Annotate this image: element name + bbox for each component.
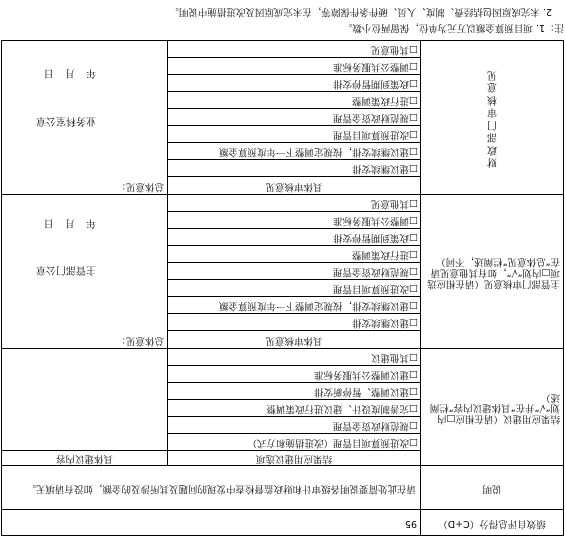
- finance-option[interactable]: □建议继续安排: [168, 160, 421, 177]
- dept-option[interactable]: □建议继续安排: [168, 314, 421, 331]
- finance-option[interactable]: □调整公共服务标准: [168, 58, 421, 75]
- finance-option[interactable]: □改进预算项目管理: [168, 126, 421, 143]
- dept-col-options: 具体审核意见: [168, 331, 421, 349]
- score-value: 95: [2, 510, 421, 536]
- application-col-options: 结果应用建议选项: [168, 451, 421, 466]
- finance-option[interactable]: □其他意见: [168, 41, 421, 58]
- application-option[interactable]: □规范财政资金管理: [168, 417, 421, 434]
- shuoming-row: [2, 466, 564, 510]
- application-label: 结果应用建议（请在相应□内划“√”并在“具体建议内容”栏阐述）: [421, 349, 564, 466]
- footnote-2: 2. 未完成原因包括经费、制度、人员、硬件条件保障等，在未完成原因及改进措施中说明。: [169, 6, 552, 17]
- dept-seal-date: 年 月 日: [43, 217, 96, 228]
- finance-option[interactable]: □建议继续安排，按规定调整下一年度预算金额: [168, 143, 421, 160]
- footnote-1: 注：1. 项目预算金额以万元为单位，保留两位小数。: [342, 22, 564, 33]
- finance-header-row: [2, 177, 564, 195]
- finance-option[interactable]: □规范财政资金管理: [168, 109, 421, 126]
- application-option[interactable]: □完善制度设计、建议进行政策调整: [168, 400, 421, 417]
- dept-option[interactable]: □建议继续安排，按规定调整下一年度预算金额: [168, 297, 421, 314]
- dept-option[interactable]: □其他意见: [168, 195, 421, 212]
- finance-seal-date: 年 月 日: [43, 67, 96, 78]
- finance-seal-label: 业务科室公章: [36, 115, 96, 126]
- dept-option[interactable]: □进行政策调整: [168, 246, 421, 263]
- finance-label: 财政部门审核意见: [487, 69, 497, 168]
- shuoming-label: 说明: [421, 466, 564, 510]
- dept-option[interactable]: □政策到期暂停安排: [168, 229, 421, 246]
- dept-option[interactable]: □规范财政资金管理: [168, 263, 421, 280]
- finance-option[interactable]: □进行政策调整: [168, 92, 421, 109]
- application-col-content: 具体建议内容: [2, 451, 168, 466]
- dept-header-row: [2, 331, 564, 349]
- score-label: 绩效自评总得分（C+D）: [421, 510, 564, 536]
- shuoming-text: 请在此处简要说明各级审计和财政监督检查中发现的问题及其所涉及的金额，如没有请填无。: [2, 466, 421, 510]
- score-row: [2, 510, 564, 536]
- application-content-cell[interactable]: [2, 349, 168, 451]
- finance-col-options: 具体审核意见: [168, 177, 421, 195]
- finance-label-cell: [421, 41, 564, 195]
- dept-label: 主管部门审核意见（请在相应选项□内划“√”，如有其他意见请在“总体意见”栏阐述，不同）: [421, 195, 564, 349]
- finance-overall-label: 总体意见：: [116, 181, 164, 192]
- application-header-row: [2, 451, 564, 466]
- dept-option[interactable]: □调整公共服务标准: [168, 212, 421, 229]
- application-option[interactable]: □其他建议: [168, 349, 421, 366]
- application-option[interactable]: □建议调整公共服务标准: [168, 366, 421, 383]
- finance-option[interactable]: □政策到期暂停安排: [168, 75, 421, 92]
- dept-option[interactable]: □改进预算项目管理: [168, 280, 421, 297]
- application-option[interactable]: □改进预算项目管理（改进措施和方式）: [168, 434, 421, 451]
- application-option[interactable]: □建议调整、暂停新安排: [168, 383, 421, 400]
- dept-overall-label: 总体意见：: [116, 335, 164, 346]
- dept-seal-label: 主管部门公章: [36, 264, 96, 275]
